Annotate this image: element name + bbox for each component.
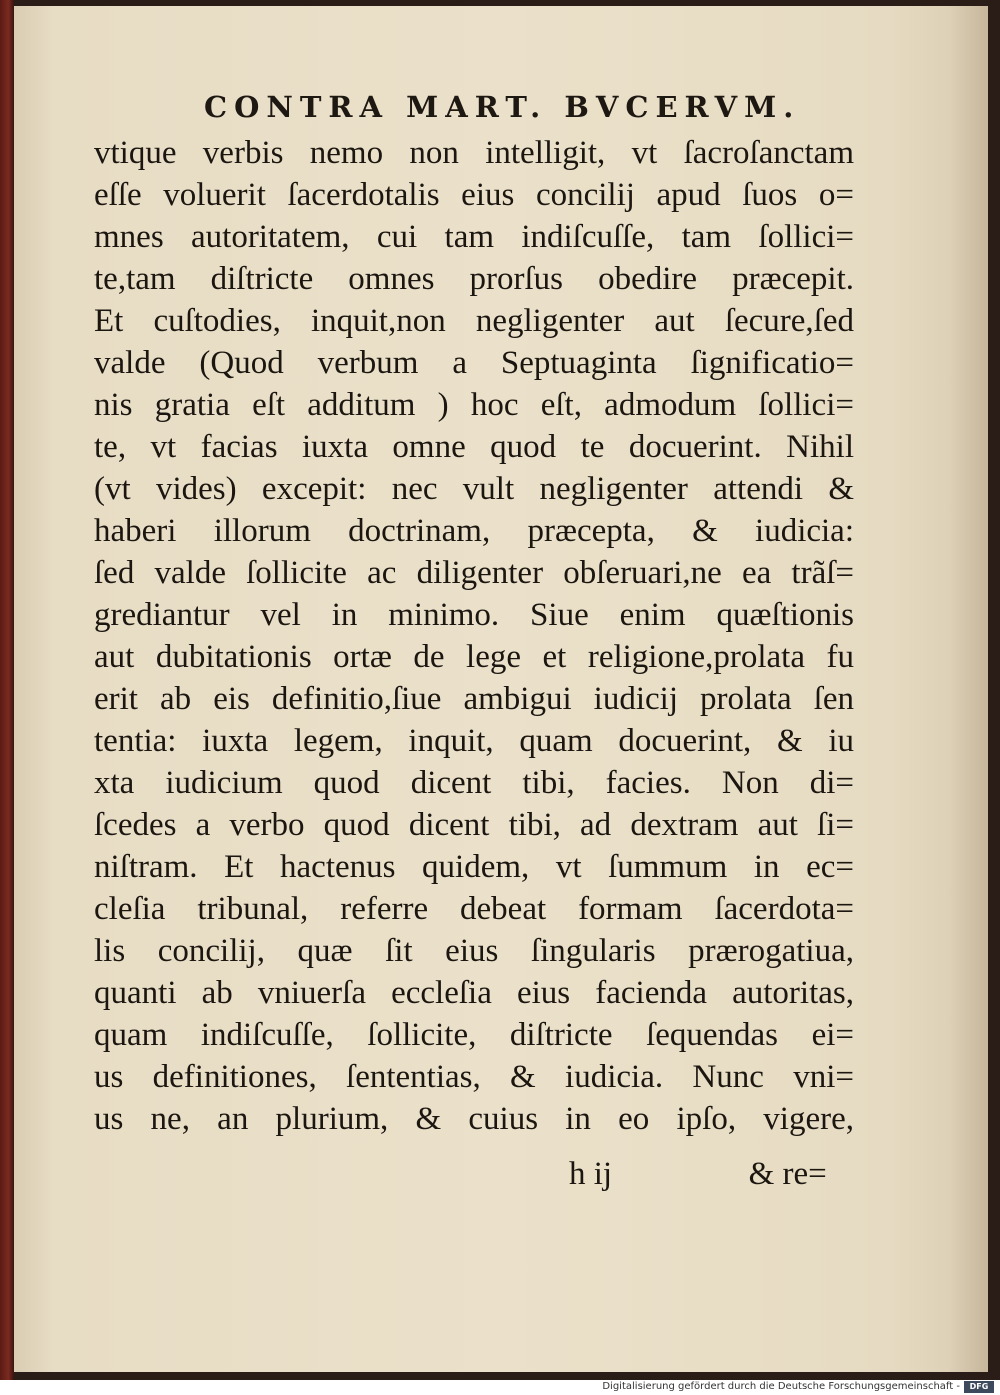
binding-edge bbox=[0, 0, 14, 1380]
book-page bbox=[14, 6, 988, 1372]
text-block bbox=[94, 132, 854, 1140]
page-shadow bbox=[948, 6, 988, 1372]
text-line: ſed valde ſollicite ac diligenter obſeruari,ne ea trãſ= bbox=[94, 555, 854, 591]
text-line: te,tam diſtricte omnes prorſus obedire præcepit. bbox=[94, 261, 854, 297]
text-line: lis concilij, quæ ſit eius ſingularis prærogatiua, bbox=[94, 933, 854, 969]
text-line: mnes autoritatem, cui tam indiſcuſſe, tam ſollici= bbox=[94, 219, 854, 255]
text-line: tentia: iuxta legem, inquit, quam docuerint, & iu bbox=[94, 723, 854, 759]
text-line: te, vt facias iuxta omne quod te docuerint. Nihil bbox=[94, 429, 854, 465]
funding-credit: Digitalisierung gefördert durch die Deutsche Forschungsgemeinschaft - bbox=[602, 1381, 960, 1392]
text-line: cleſia tribunal, referre debeat formam ſacerdota= bbox=[94, 891, 854, 927]
text-line: us ne, an plurium, & cuius in eo ipſo, vigere, bbox=[94, 1101, 854, 1137]
text-line: quam indiſcuſſe, ſollicite, diſtricte ſequendas ei= bbox=[94, 1017, 854, 1053]
text-line: niſtram. Et hactenus quidem, vt ſummum in ec= bbox=[94, 849, 854, 885]
text-line: quanti ab vniuerſa eccleſia eius facienda autoritas, bbox=[94, 975, 854, 1011]
text-line: eſſe voluerit ſacerdotalis eius concilij apud ſuos o= bbox=[94, 177, 854, 213]
text-line: Et cuſtodies, inquit,non negligenter aut ſecure,ſed bbox=[94, 303, 854, 339]
text-line: us definitiones, ſententias, & iudicia. Nunc vni= bbox=[94, 1059, 854, 1095]
text-line: xta iudicium quod dicent tibi, facies. Non di= bbox=[94, 765, 854, 801]
catchline bbox=[569, 1156, 829, 1193]
text-line: grediantur vel in minimo. Siue enim quæſtionis bbox=[94, 597, 854, 633]
text-line: erit ab eis definitio,ſiue ambigui iudicij prolata ſen bbox=[94, 681, 854, 717]
text-line: valde (Quod verbum a Septuaginta ſignificatio= bbox=[94, 345, 854, 381]
text-line: ſcedes a verbo quod dicent tibi, ad dextram aut ſi= bbox=[94, 807, 854, 843]
signature-mark: h ij bbox=[569, 1156, 613, 1192]
text-line: nis gratia eſt additum ) hoc eſt, admodum ſollici= bbox=[94, 387, 854, 423]
text-line: (vt vides) excepit: nec vult negligenter attendi & bbox=[94, 471, 854, 507]
text-line: haberi illorum doctrinam, præcepta, & iudicia: bbox=[94, 513, 854, 549]
running-head: CONTRA MART. BVCERVM. bbox=[204, 90, 801, 124]
footer bbox=[0, 1380, 1000, 1395]
text-line: vtique verbis nemo non intelligit, vt ſacroſanctam bbox=[94, 135, 854, 171]
text-line: aut dubitationis ortæ de lege et religione,prolata fu bbox=[94, 639, 854, 675]
catchword: & re= bbox=[748, 1156, 827, 1192]
dfg-logo: DFG bbox=[964, 1381, 994, 1393]
